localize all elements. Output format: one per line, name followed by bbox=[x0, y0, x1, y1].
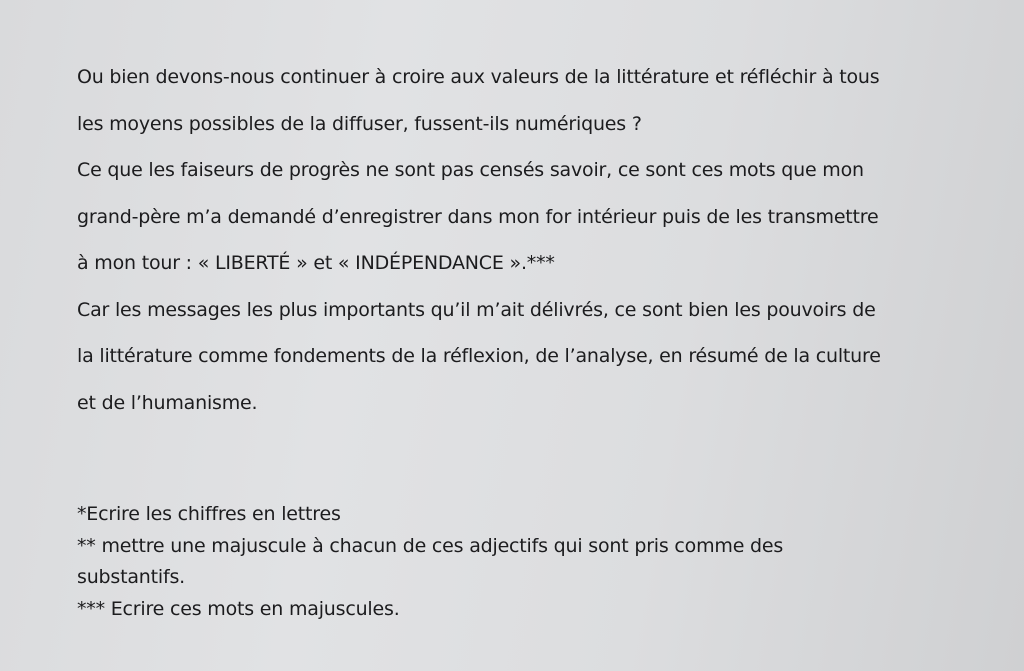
text-line: Ou bien devons-nous continuer à croire aux valeurs de la littérature et réfléchir à tous bbox=[77, 66, 880, 88]
footnote-line: *Ecrire les chiffres en lettres bbox=[77, 503, 341, 525]
text-line: les moyens possibles de la diffuser, fussent-ils numériques ? bbox=[77, 112, 642, 135]
main-paragraph bbox=[77, 54, 997, 426]
footnote-line: *** Ecrire ces mots en majuscules. bbox=[77, 597, 400, 620]
text-line: Ce que les faiseurs de progrès ne sont pas censés savoir, ce sont ces mots que mon bbox=[77, 159, 864, 181]
text-line: à mon tour : « LIBERTÉ » et « INDÉPENDANCE ».*** bbox=[77, 252, 555, 274]
footnote-line: ** mettre une majuscule à chacun de ces adjectifs qui sont pris comme des bbox=[77, 534, 784, 557]
text-line: la littérature comme fondements de la réflexion, de l’analyse, en résumé de la culture bbox=[77, 345, 881, 367]
text-line: et de l’humanisme. bbox=[77, 391, 258, 414]
text-line: Car les messages les plus importants qu’il m’ait délivrés, ce sont bien les pouvoirs de bbox=[77, 298, 876, 321]
footnotes bbox=[77, 499, 977, 625]
footnote-line: substantifs. bbox=[77, 566, 185, 588]
text-line: grand-père m’a demandé d’enregistrer dans mon for intérieur puis de les transmettre bbox=[77, 205, 879, 228]
